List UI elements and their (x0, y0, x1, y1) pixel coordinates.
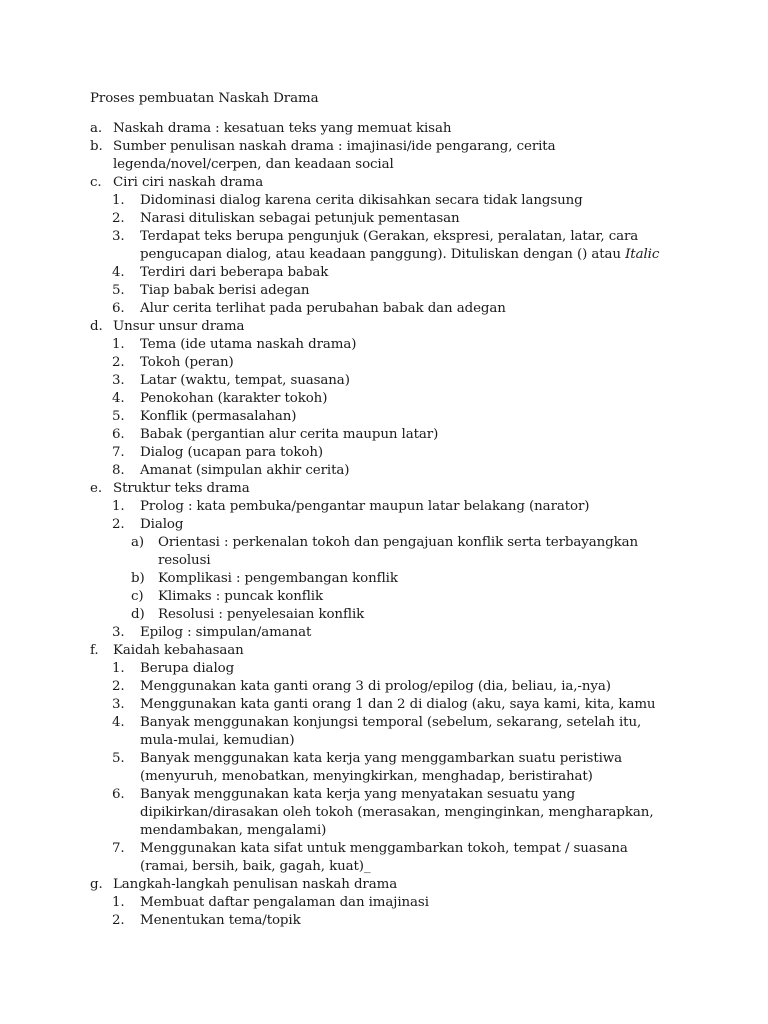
list-item (90, 282, 690, 300)
list-item-text: Komplikasi : pengembangan konflik (158, 571, 398, 586)
section (90, 876, 690, 930)
document-body (90, 120, 690, 930)
list-item-text: Sumber penulisan naskah drama : imajinasi/ide pengarang, cerita (113, 139, 556, 154)
list-item (90, 264, 690, 282)
item-number: 1. (112, 661, 125, 676)
section-marker: f. (90, 643, 99, 658)
list-item (90, 408, 690, 426)
item-number: 3. (112, 373, 125, 388)
list-item-text: Banyak menggunakan kata kerja yang menggambarkan suatu peristiwa (140, 751, 623, 766)
list-item (90, 660, 690, 678)
list-item-text: Epilog : simpulan/amanat (140, 625, 312, 640)
list-item (90, 840, 690, 858)
list-item (90, 480, 690, 498)
list-item (90, 210, 690, 228)
list-item (90, 174, 690, 192)
list-item (90, 642, 690, 660)
list-item (90, 318, 690, 336)
list-item (90, 426, 690, 444)
item-number: 6. (112, 427, 125, 442)
list-item-text: mendambakan, mengalami) (140, 823, 327, 838)
list-item-text: Penokohan (karakter tokoh) (140, 391, 328, 406)
list-item-continuation (90, 858, 690, 876)
list-item-text: Terdapat teks berupa pengunjuk (Gerakan, ekspresi, peralatan, latar, cara (140, 229, 639, 244)
list-item (90, 516, 690, 534)
list-item-text: Konflik (permasalahan) (140, 409, 297, 424)
item-number: 4. (112, 715, 125, 730)
list-item-text: Didominasi dialog karena cerita dikisahkan secara tidak langsung (140, 193, 583, 208)
list-item (90, 534, 690, 552)
list-item (90, 894, 690, 912)
item-number: 1. (112, 895, 125, 910)
list-item-text: Latar (waktu, tempat, suasana) (140, 373, 350, 388)
item-number: 8. (112, 463, 125, 478)
list-item (90, 912, 690, 930)
item-number: 1. (112, 337, 125, 352)
item-number: 6. (112, 301, 125, 316)
list-item-text: Tokoh (peran) (140, 355, 234, 370)
item-number: 2. (112, 355, 125, 370)
list-item-text: Struktur teks drama (113, 481, 250, 496)
list-item-text: Tema (ide utama naskah drama) (140, 337, 357, 352)
list-item (90, 444, 690, 462)
list-item (90, 390, 690, 408)
list-item (90, 336, 690, 354)
list-item (90, 570, 690, 588)
list-item-text: Banyak menggunakan kata kerja yang menyatakan sesuatu yang (140, 787, 576, 802)
item-number: 3. (112, 625, 125, 640)
list-item (90, 786, 690, 804)
list-item (90, 498, 690, 516)
list-item-text: Klimaks : puncak konflik (158, 589, 323, 604)
document-page (90, 90, 690, 930)
section-marker: c. (90, 175, 102, 190)
list-item-text: Narasi dituliskan sebagai petunjuk pementasan (140, 211, 460, 226)
list-item (90, 372, 690, 390)
list-item-text: Membuat daftar pengalaman dan imajinasi (140, 895, 429, 910)
section (90, 318, 690, 480)
list-item-text: Alur cerita terlihat pada perubahan babak dan adegan (140, 301, 506, 316)
list-item (90, 750, 690, 768)
section-marker: a. (90, 121, 103, 136)
item-number: 2. (112, 679, 125, 694)
list-item-text: Babak (pergantian alur cerita maupun latar) (140, 427, 439, 442)
list-item-continuation (90, 246, 690, 264)
list-item-text: Dialog (140, 517, 184, 532)
list-item (90, 714, 690, 732)
list-item (90, 588, 690, 606)
section (90, 480, 690, 642)
list-item-text: Menggunakan kata ganti orang 1 dan 2 di dialog (aku, saya kami, kita, kamu (140, 697, 656, 712)
section-marker: b. (90, 139, 103, 154)
list-item-text: legenda/novel/cerpen, dan keadaan social (113, 157, 394, 172)
list-item-text: Prolog : kata pembuka/pengantar maupun latar belakang (narator) (140, 499, 590, 514)
item-number: 2. (112, 517, 125, 532)
list-item (90, 606, 690, 624)
list-item-continuation (90, 156, 690, 174)
list-item-text: pengucapan dialog, atau keadaan panggung). Dituliskan dengan () atau (140, 247, 626, 262)
item-number: 7. (112, 841, 125, 856)
item-number: 6. (112, 787, 125, 802)
list-item (90, 678, 690, 696)
subitem-marker: c) (131, 589, 144, 604)
list-item-text: Terdiri dari beberapa babak (140, 265, 329, 280)
list-item-text: Dialog (ucapan para tokoh) (140, 445, 324, 460)
item-number: 2. (112, 211, 125, 226)
section-marker: e. (90, 481, 102, 496)
list-item-text: (menyuruh, menobatkan, menyingkirkan, menghadap, beristirahat) (140, 769, 593, 784)
list-item-text: Resolusi : penyelesaian konflik (158, 607, 365, 622)
section-marker: d. (90, 319, 103, 334)
section-marker: g. (90, 877, 103, 892)
list-item (90, 192, 690, 210)
list-item-text: Unsur unsur drama (113, 319, 245, 334)
subitem-marker: a) (131, 535, 145, 550)
list-item-text: Banyak menggunakan konjungsi temporal (sebelum, sekarang, setelah itu, (140, 715, 642, 730)
list-item-continuation (90, 732, 690, 750)
item-number: 5. (112, 409, 125, 424)
item-number: 5. (112, 751, 125, 766)
list-item (90, 300, 690, 318)
list-item-text: Amanat (simpulan akhir cerita) (140, 463, 350, 478)
item-number: 1. (112, 499, 125, 514)
list-item-text: Kaidah kebahasaan (113, 643, 244, 658)
list-item-text: resolusi (158, 553, 211, 568)
list-item-text: Berupa dialog (140, 661, 235, 676)
list-item (90, 120, 690, 138)
list-item (90, 624, 690, 642)
list-item-text: Menggunakan kata sifat untuk menggambarkan tokoh, tempat / suasana (140, 841, 628, 856)
item-number: 2. (112, 913, 125, 928)
list-item (90, 696, 690, 714)
item-number: 4. (112, 391, 125, 406)
list-item-text: mula-mulai, kemudian) (140, 733, 295, 748)
section (90, 174, 690, 318)
list-item-continuation (90, 768, 690, 786)
list-item-continuation (90, 552, 690, 570)
list-item (90, 138, 690, 156)
list-item-text: Menentukan tema/topik (140, 913, 301, 928)
item-number: 7. (112, 445, 125, 460)
subitem-marker: d) (131, 607, 145, 622)
item-number: 4. (112, 265, 125, 280)
list-item-continuation (90, 822, 690, 840)
list-item-text: (ramai, bersih, baik, gagah, kuat)_ (140, 859, 371, 874)
item-number: 5. (112, 283, 125, 298)
list-item (90, 354, 690, 372)
section (90, 120, 690, 138)
document-title: Proses pembuatan Naskah Drama (90, 91, 319, 106)
list-item-text: Ciri ciri naskah drama (113, 175, 264, 190)
list-item-text: Tiap babak berisi adegan (140, 283, 310, 298)
list-item-text: Langkah-langkah penulisan naskah drama (113, 877, 398, 892)
item-number: 1. (112, 193, 125, 208)
list-item (90, 876, 690, 894)
list-item-text: Orientasi : perkenalan tokoh dan pengajuan konflik serta terbayangkan (158, 535, 639, 550)
list-item-text: Naskah drama : kesatuan teks yang memuat kisah (113, 121, 452, 136)
list-item-text: dipikirkan/dirasakan oleh tokoh (merasakan, menginginkan, mengharapkan, (140, 805, 654, 820)
subitem-marker: b) (131, 571, 145, 586)
list-item (90, 462, 690, 480)
item-number: 3. (112, 229, 125, 244)
list-item (90, 228, 690, 246)
italic-text: Italic (625, 247, 660, 262)
item-number: 3. (112, 697, 125, 712)
section (90, 138, 690, 174)
list-item-continuation (90, 804, 690, 822)
list-item-text: Menggunakan kata ganti orang 3 di prolog/epilog (dia, beliau, ia,-nya) (140, 679, 611, 694)
section (90, 642, 690, 876)
